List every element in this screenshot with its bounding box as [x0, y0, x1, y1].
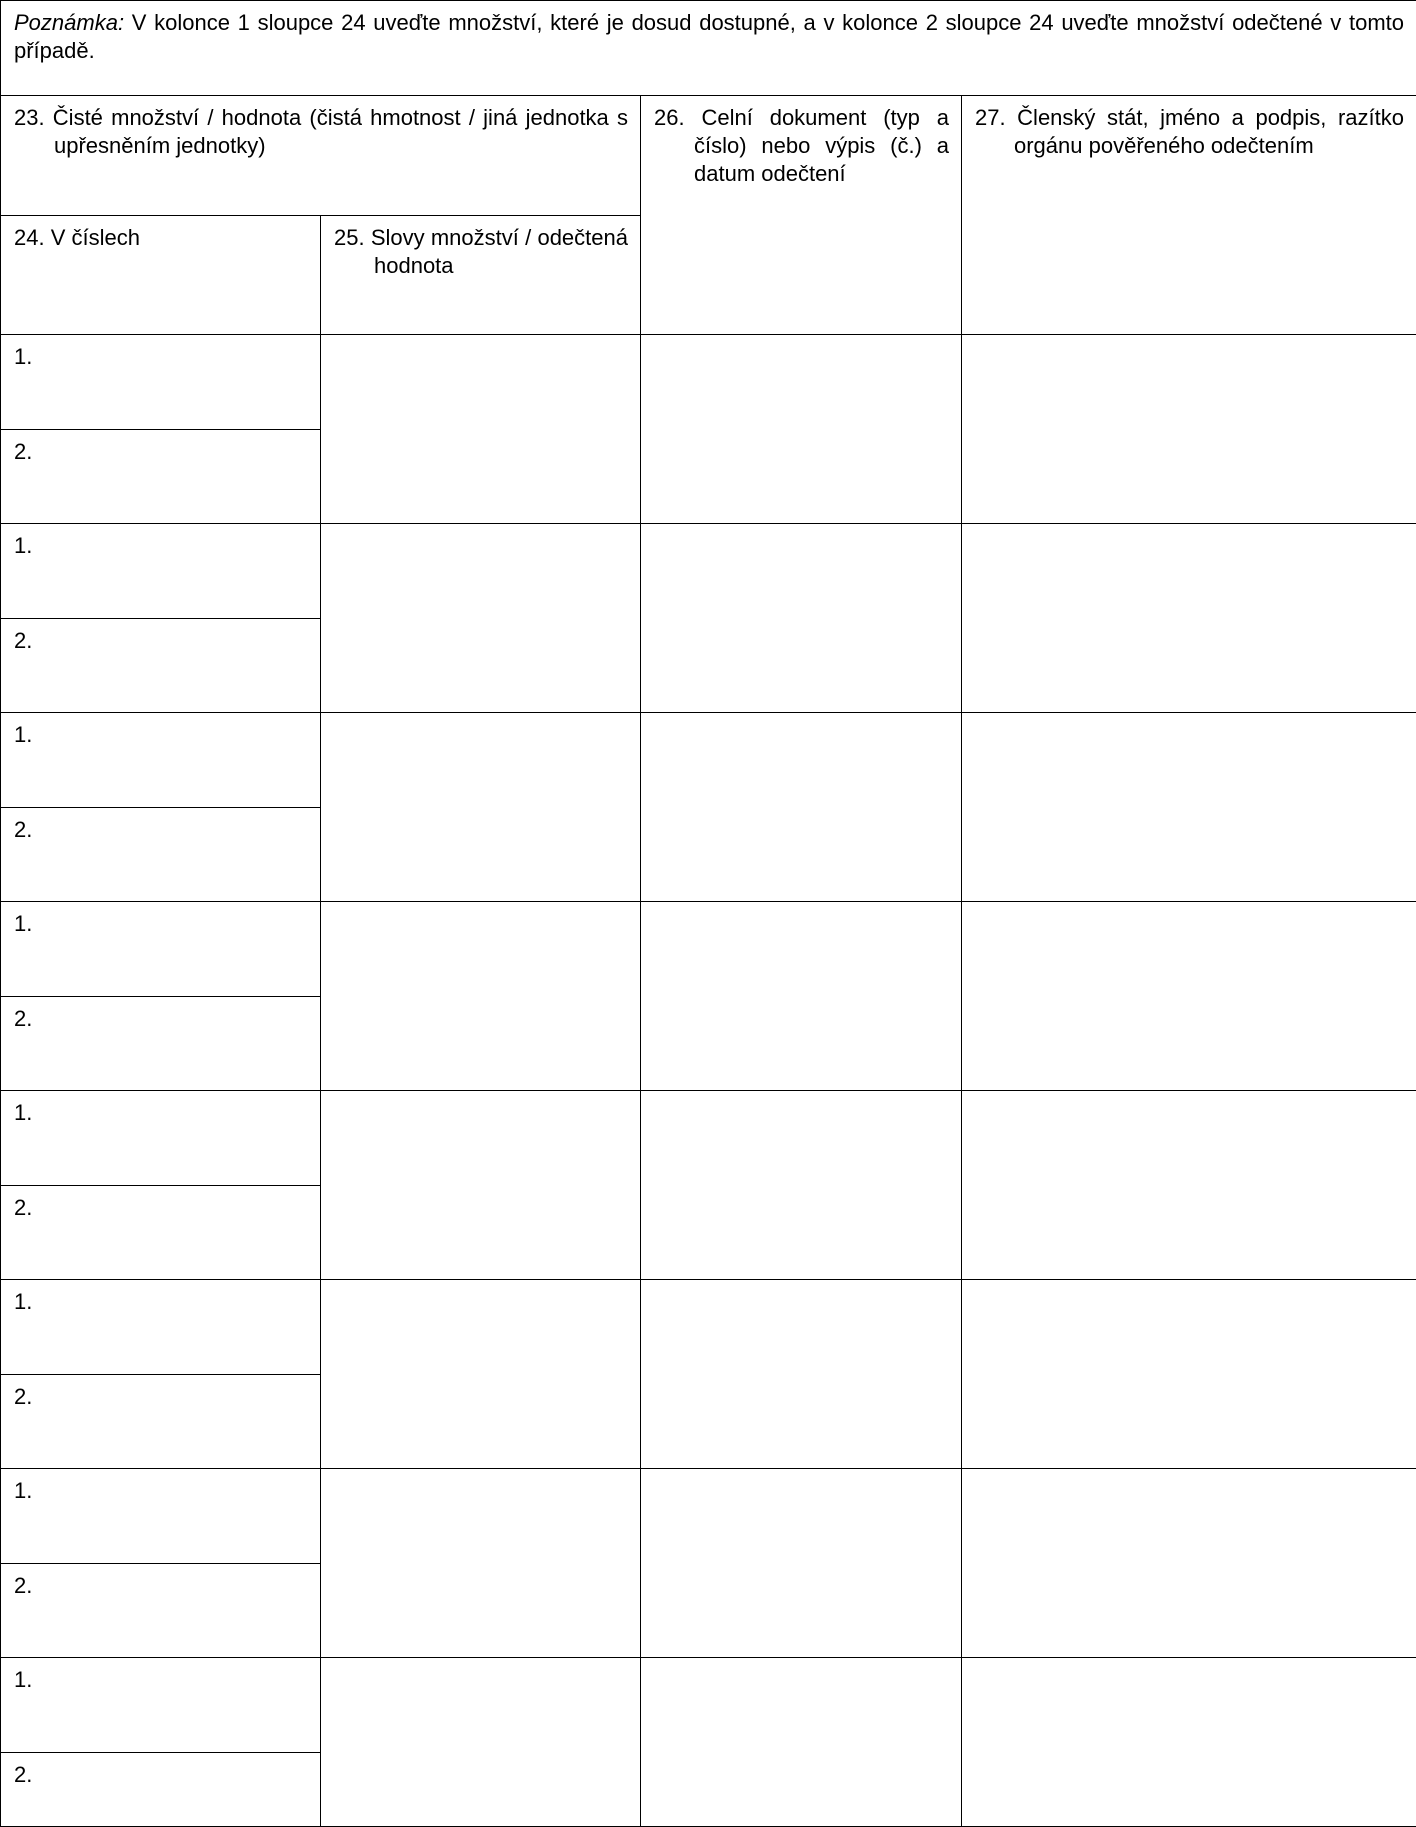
entry-row-2-line-1 [1, 524, 1416, 619]
entry-8-quantity-line-1[interactable]: 1. [1, 1658, 321, 1753]
entry-3-customs-document[interactable] [641, 713, 962, 902]
entry-4-authority[interactable] [962, 902, 1416, 1091]
entry-row-5-line-1 [1, 1091, 1416, 1186]
header-col24 [1, 216, 321, 335]
entry-4-customs-document[interactable] [641, 902, 962, 1091]
entry-2-words[interactable] [321, 524, 641, 713]
entry-7-authority[interactable] [962, 1469, 1416, 1658]
entry-row-3-line-1 [1, 713, 1416, 808]
header-col27-text: 27. Členský stát, jméno a podpis, razítko orgánu pověřeného odečtením [975, 105, 1405, 158]
entry-row-7-line-1 [1, 1469, 1416, 1564]
entry-6-quantity-line-1[interactable]: 1. [1, 1280, 321, 1375]
header-col26 [641, 96, 962, 335]
entry-7-quantity-line-1[interactable]: 1. [1, 1469, 321, 1564]
entry-6-customs-document[interactable] [641, 1280, 962, 1469]
entry-3-words[interactable] [321, 713, 641, 902]
entry-1-words[interactable] [321, 335, 641, 524]
entry-3-authority[interactable] [962, 713, 1416, 902]
header-row-1 [1, 96, 1416, 216]
entry-7-customs-document[interactable] [641, 1469, 962, 1658]
entry-7-words[interactable] [321, 1469, 641, 1658]
entry-2-customs-document[interactable] [641, 524, 962, 713]
entry-2-quantity-line-2[interactable]: 2. [1, 618, 321, 713]
entry-6-authority[interactable] [962, 1280, 1416, 1469]
entry-2-quantity-line-1[interactable]: 1. [1, 524, 321, 619]
entry-5-quantity-line-2[interactable]: 2. [1, 1185, 321, 1280]
note-label: Poznámka: [14, 10, 125, 35]
header-col25 [321, 216, 641, 335]
entry-6-quantity-line-2[interactable]: 2. [1, 1374, 321, 1469]
entry-4-quantity-line-1[interactable]: 1. [1, 902, 321, 997]
entry-row-8-line-1 [1, 1658, 1416, 1753]
header-col23-text: 23. Čisté množství / hodnota (čistá hmotnost / jiná jednotka s upřesněním jednotky) [14, 105, 628, 158]
entry-6-words[interactable] [321, 1280, 641, 1469]
header-col27 [962, 96, 1416, 335]
entry-4-quantity-line-2[interactable]: 2. [1, 996, 321, 1091]
entry-1-quantity-line-1[interactable]: 1. [1, 335, 321, 430]
entry-row-4-line-1 [1, 902, 1416, 997]
note-text: V kolonce 1 sloupce 24 uveďte množství, které je dosud dostupné, a v kolonce 2 sloupce 24 uveďte množství odečtené v tomto případě. [14, 10, 1405, 63]
entry-3-quantity-line-1[interactable]: 1. [1, 713, 321, 808]
entry-row-1-line-1 [1, 335, 1416, 430]
entry-1-customs-document[interactable] [641, 335, 962, 524]
entry-4-words[interactable] [321, 902, 641, 1091]
entry-8-quantity-line-2[interactable]: 2. [1, 1752, 321, 1826]
entry-5-authority[interactable] [962, 1091, 1416, 1280]
header-col26-text: 26. Celní dokument (typ a číslo) nebo výpis (č.) a datum odečtení [654, 105, 949, 186]
entry-1-quantity-line-2[interactable]: 2. [1, 429, 321, 524]
entry-8-words[interactable] [321, 1658, 641, 1827]
header-col23 [1, 96, 641, 216]
entry-8-customs-document[interactable] [641, 1658, 962, 1827]
entry-row-6-line-1 [1, 1280, 1416, 1375]
entry-5-quantity-line-1[interactable]: 1. [1, 1091, 321, 1186]
entry-5-words[interactable] [321, 1091, 641, 1280]
header-col24-text: 24. V číslech [14, 225, 140, 250]
entry-5-customs-document[interactable] [641, 1091, 962, 1280]
entry-8-authority[interactable] [962, 1658, 1416, 1827]
header-col25-text: 25. Slovy množství / odečtená hodnota [334, 225, 628, 278]
entry-2-authority[interactable] [962, 524, 1416, 713]
note-row [1, 1, 1416, 96]
entry-7-quantity-line-2[interactable]: 2. [1, 1563, 321, 1658]
note-cell [1, 1, 1416, 96]
entry-3-quantity-line-2[interactable]: 2. [1, 807, 321, 902]
entry-1-authority[interactable] [962, 335, 1416, 524]
